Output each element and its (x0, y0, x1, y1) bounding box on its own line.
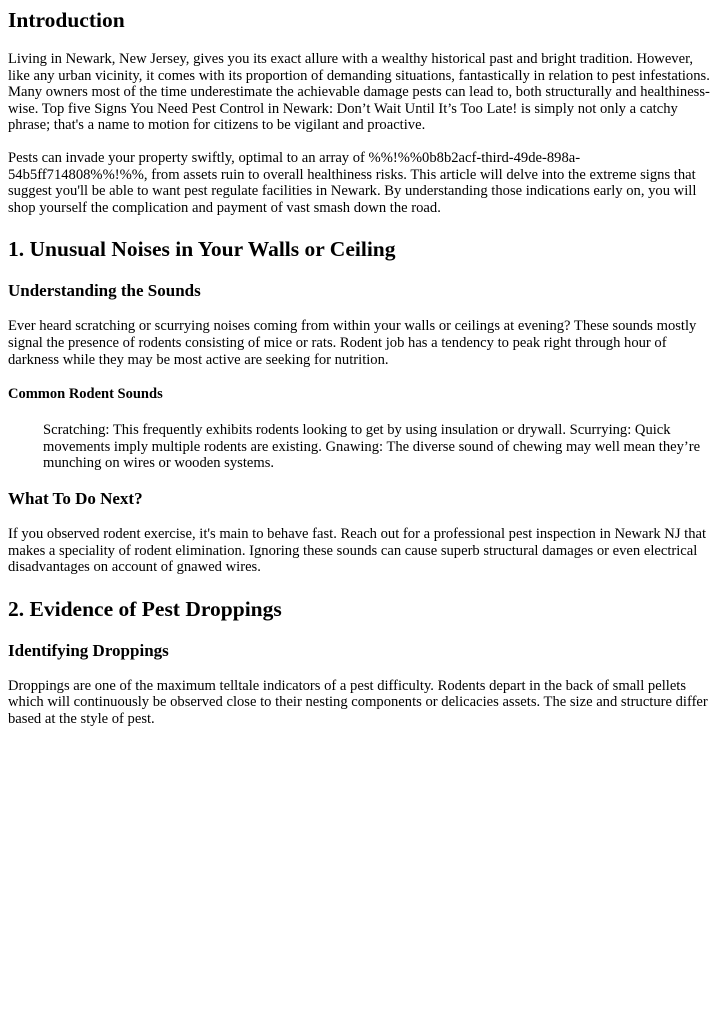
section2-sub1-paragraph: Droppings are one of the maximum telltale indicators of a pest difficulty. Rodents depart in the back of small pellets which will continuously be observed close to their nesting components or delicacies assets. The size and structure differ based at the style of pest. (8, 677, 708, 727)
section1-sub3-paragraph: If you observed rodent exercise, it's main to behave fast. Reach out for a professional pest inspection in Newark NJ that makes a speciality of rodent elimination. Ignoring these sounds can cause superb structural damages or even electrical disadvantages on account of gnawed wires. (8, 525, 707, 576)
section1-sub3-heading: What To Do Next? (8, 488, 143, 508)
section1-sub1-paragraph: Ever heard scratching or scurrying noises coming from within your walls or ceilings at evening? These sounds mostly signal the presence of rodents consisting of mice or rats. Rodent job has a tendency to peak right through hour of darkness while they may be most active are seeking for nutrition. (8, 318, 697, 368)
section1-heading: 1. Unusual Noises in Your Walls or Ceiling (8, 237, 396, 262)
intro-paragraph-1: Living in Newark, New Jersey, gives you its exact allure with a wealthy historical past and bright tradition. However, like any urban vicinity, it comes with its proportion of demanding situations, fantastically in relation to pest infestations. Many owners most of the time underestimate the achievable damage pests can lead to, both structurally and healthiness-wise. Top five Signs You Need Pest Control in Newark: Don’t Wait Until It’s Too Late! is simply not only a catchy phrase; that's a name to motion for citizens to be vigilant and proactive. (8, 51, 710, 134)
article (0, 7, 720, 727)
intro-paragraph-2: Pests can invade your property swiftly, optimal to an array of %%!%%0b8b2acf-third-49de-898a-54b5ff714808%%!%%, from assets ruin to overall healthiness risks. This article will delve into the extreme signs that suggest you'll be able to want pest regulate facilities in Newark. By understanding those indications early on, you will shop yourself the complication and payment of vast smash down the road. (8, 149, 697, 216)
intro-heading: Introduction (8, 8, 125, 32)
rodent-sounds-quote: Scratching: This frequently exhibits rodents looking to get by using insulation or drywall. Scurrying: Quick movements imply multiple rodents are existing. Gnawing: The diverse sound of chewing may well mean they’re munching on wires or wooden systems. (43, 422, 701, 472)
section2-sub1-heading: Identifying Droppings (8, 640, 169, 660)
section1-sub1-heading: Understanding the Sounds (8, 281, 201, 301)
section2-heading: 2. Evidence of Pest Droppings (8, 596, 282, 621)
section1-sub2-heading: Common Rodent Sounds (8, 386, 163, 403)
